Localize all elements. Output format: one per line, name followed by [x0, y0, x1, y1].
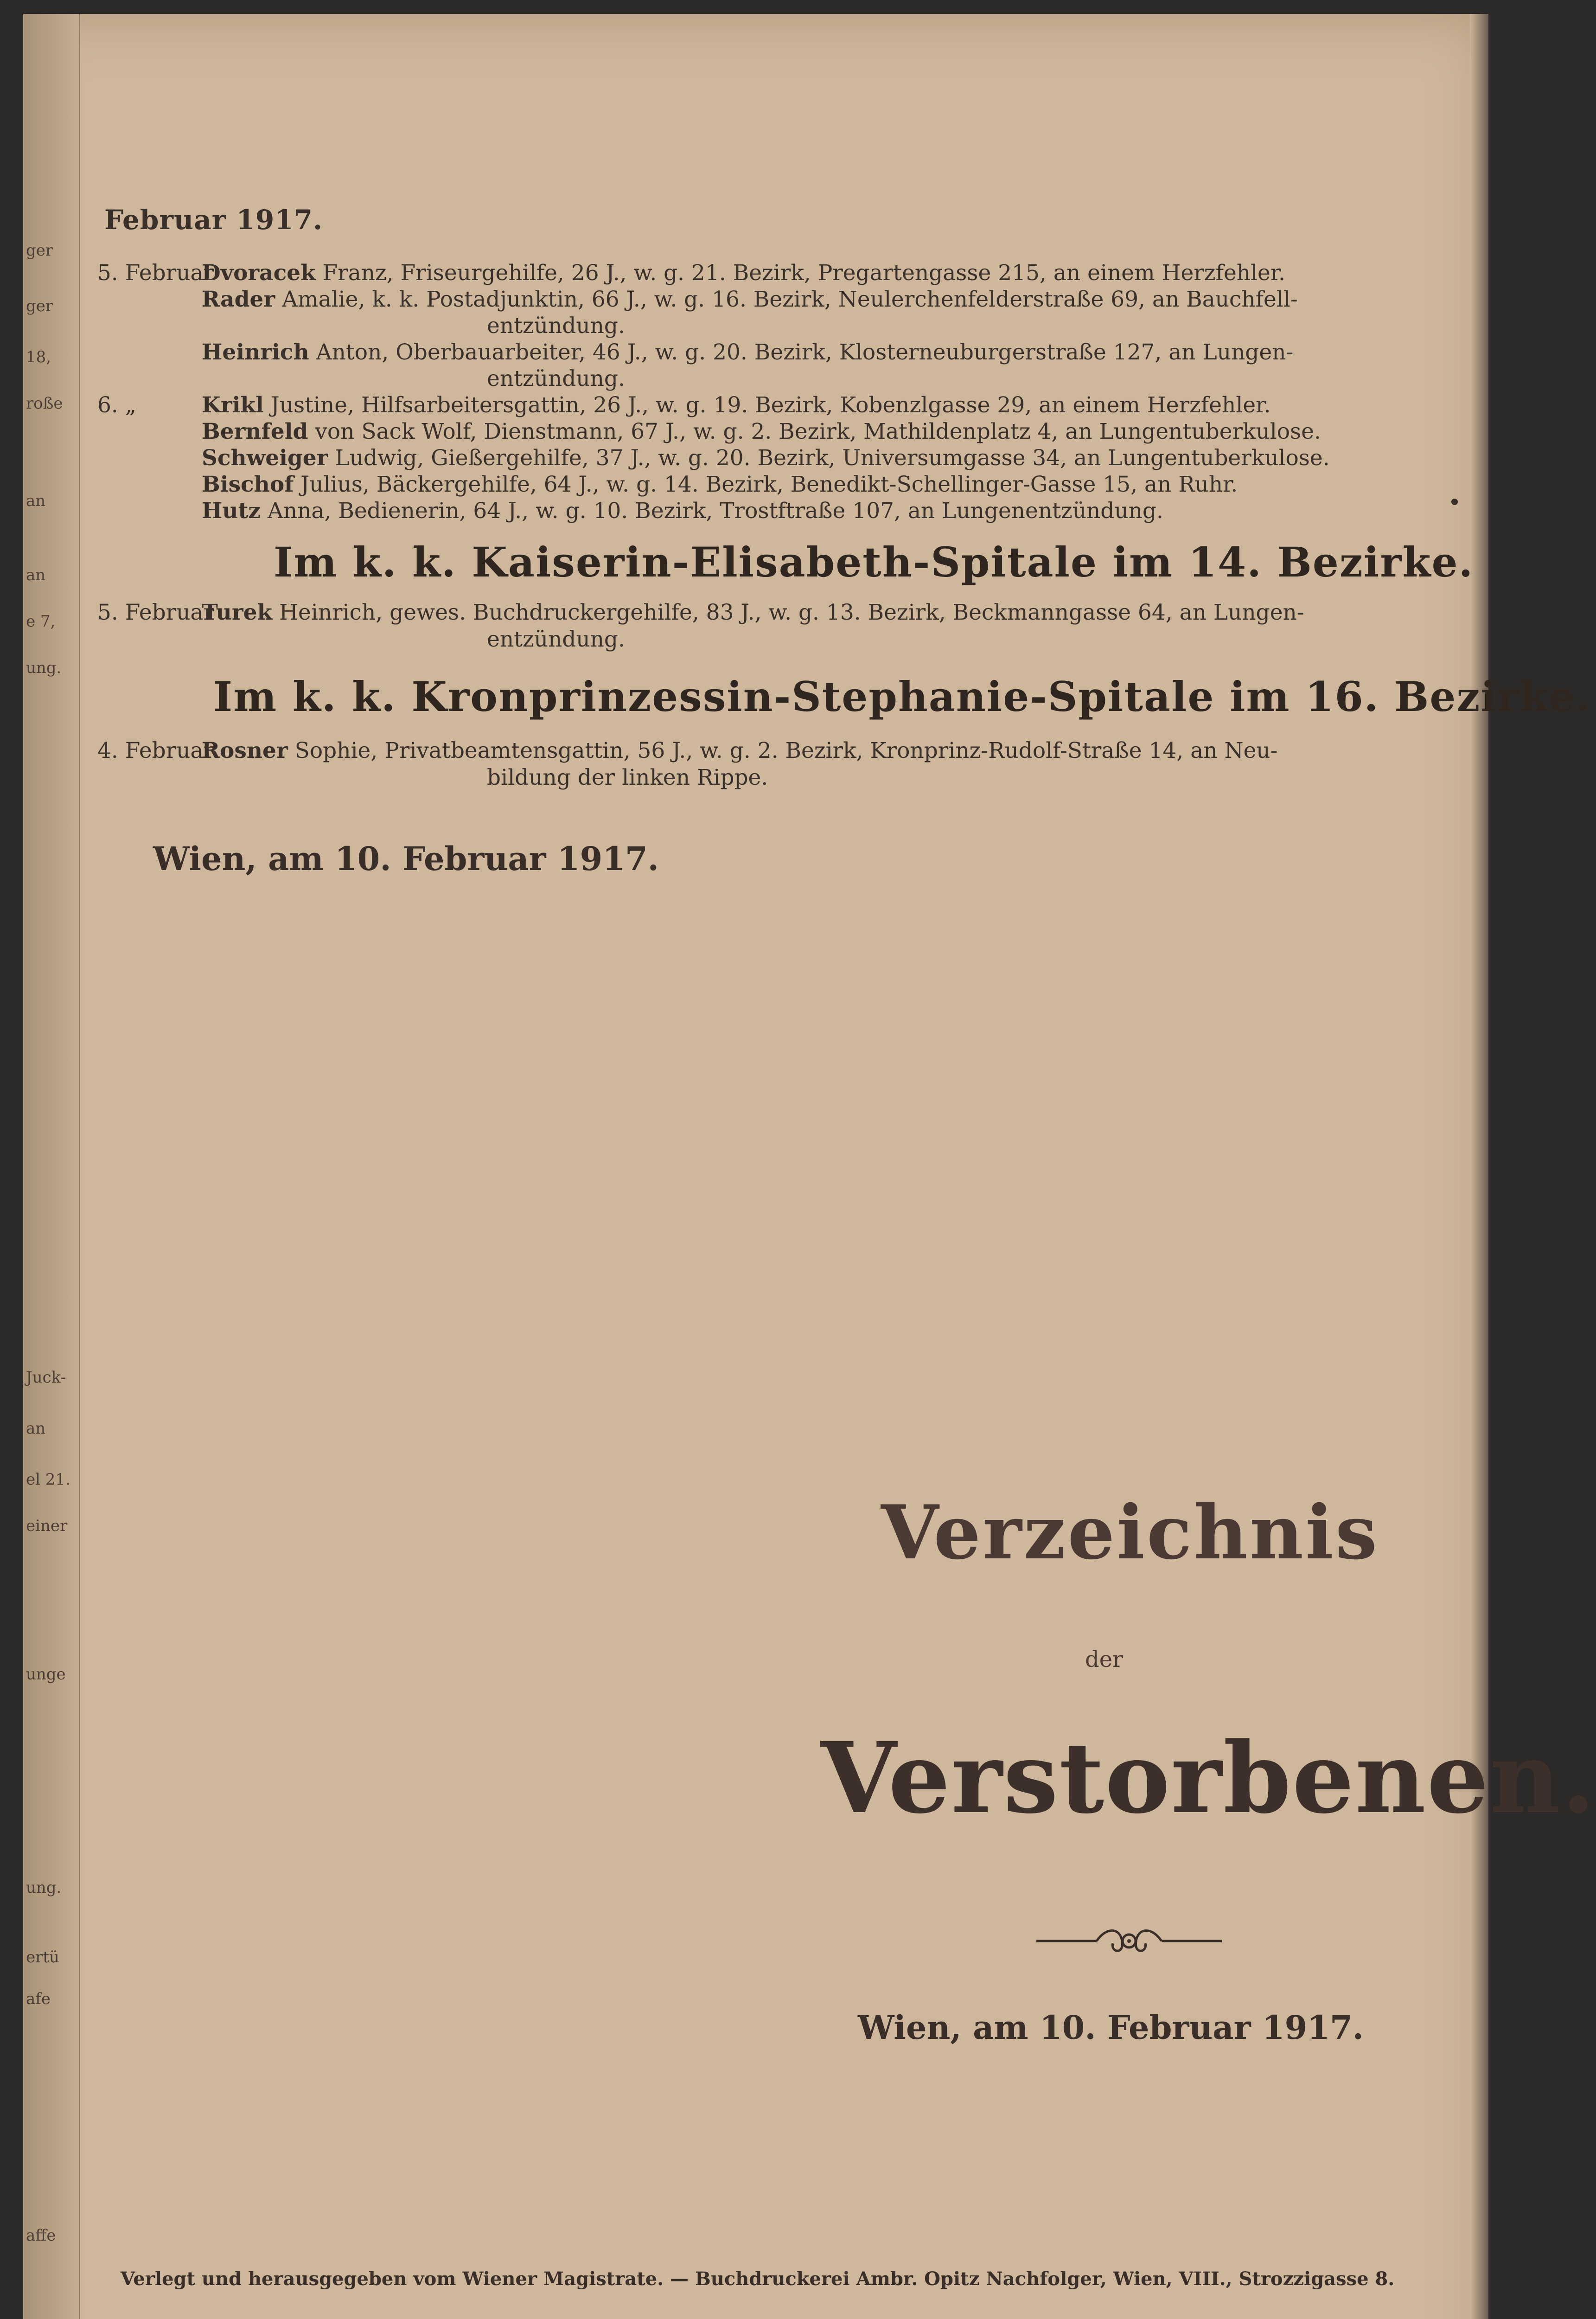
- adjacent-page-fragment: e 7,: [26, 612, 56, 631]
- entry-details: Anna, Bedienerin, 64 J., w. g. 10. Bezirk, Trostftraße 107, an Lungenentzündung.: [267, 498, 1163, 524]
- entry-surname: Schweiger: [202, 445, 328, 471]
- adjacent-page-fragment: ger: [26, 297, 53, 315]
- adjacent-page-fragment: unge: [26, 1665, 66, 1684]
- adjacent-page-fragment: ger: [26, 241, 53, 260]
- section-title-stephanie: Im k. k. Kronprinzessin-Stephanie-Spitale im 16. Bezirke.: [213, 673, 1591, 721]
- signature-date-2: Wien, am 10. Februar 1917.: [858, 2008, 1364, 2047]
- adjacent-page-fragment: an: [26, 1419, 46, 1438]
- entry-surname: Turek: [202, 600, 273, 625]
- entry-details: Ludwig, Gießergehilfe, 37 J., w. g. 20. Bezirk, Universumgasse 34, an Lungentuberkulose.: [335, 445, 1330, 471]
- month-header: Februar 1917.: [104, 204, 323, 236]
- entry-details: von Sack Wolf, Dienstmann, 67 J., w. g. 2. Bezirk, Mathildenplatz 4, an Lungentuberkulose.: [315, 419, 1321, 444]
- death-entry: [97, 737, 1278, 764]
- title-verzeichnis: Verzeichnis: [881, 1489, 1379, 1576]
- section-title-elisabeth: Im k. k. Kaiserin-Elisabeth-Spitale im 14. Bezirke.: [274, 538, 1474, 586]
- adjacent-page-fragment: el 21.: [26, 1470, 70, 1489]
- entry-surname: Bernfeld: [202, 419, 308, 444]
- adjacent-page-edge: [23, 14, 80, 2319]
- publisher-footer: Verlegt und herausgegeben vom Wiener Magistrate. — Buchdruckerei Ambr. Opitz Nachfolger, Wien, VIII., Strozzigasse 8.: [121, 2268, 1395, 2290]
- entry-continuation: bildung der linken Rippe.: [487, 765, 768, 790]
- death-entry: [97, 286, 1298, 313]
- entry-surname: Krikl: [202, 392, 264, 418]
- death-entry: [97, 498, 1163, 525]
- document-page: [23, 14, 1596, 2319]
- entry-details: Anton, Oberbauarbeiter, 46 J., w. g. 20. Bezirk, Klosterneuburgerstraße 127, an Lungen-: [316, 340, 1294, 365]
- death-entry: [97, 471, 1238, 498]
- adjacent-page-fragment: 18,: [26, 348, 51, 366]
- entry-surname: Hutz: [202, 498, 261, 524]
- entry-details: Justine, Hilfsarbeitersgattin, 26 J., w. g. 19. Bezirk, Kobenzlgasse 29, an einem Herzfehler.: [270, 392, 1271, 418]
- adjacent-page-fragment: ung.: [26, 659, 62, 677]
- entry-surname: Bischof: [202, 472, 294, 497]
- death-entry: [97, 599, 1304, 626]
- adjacent-page-fragment: ertü: [26, 1948, 59, 1967]
- entry-date: 4. Februar: [97, 738, 214, 763]
- entry-date: 5. Februar: [97, 260, 214, 286]
- death-entry: [97, 445, 1330, 472]
- death-entry: [97, 339, 1293, 366]
- entry-surname: Dvoracek: [202, 260, 316, 286]
- adjacent-page-fragment: an: [26, 492, 46, 510]
- page-gutter: [1470, 14, 1488, 2319]
- ornament-divider-icon: [1032, 1925, 1226, 1957]
- adjacent-page-fragment: an: [26, 566, 46, 584]
- death-entry: [97, 392, 1270, 419]
- margin-dot: [1451, 499, 1458, 505]
- death-entry: [97, 260, 1285, 287]
- entry-details: Heinrich, gewes. Buchdruckergehilfe, 83 J., w. g. 13. Bezirk, Beckmanngasse 64, an Lungen-: [279, 600, 1304, 625]
- entry-date: 5. Februar: [97, 600, 214, 625]
- entry-continuation: entzündung.: [487, 313, 625, 339]
- title-verstorbenen: Verstorbenen.: [821, 1721, 1596, 1835]
- entry-continuation: entzündung.: [487, 366, 625, 391]
- entry-details: Sophie, Privatbeamtensgattin, 56 J., w. g. 2. Bezirk, Kronprinz-Rudolf-Straße 14, an Neu-: [294, 738, 1278, 763]
- adjacent-page-fragment: Juck-: [26, 1368, 66, 1387]
- entry-date: 6. „: [97, 392, 137, 418]
- adjacent-page-fragment: affe: [26, 2226, 56, 2245]
- adjacent-page-fragment: einer: [26, 1517, 68, 1535]
- death-entry: [97, 418, 1321, 445]
- adjacent-page-fragment: roße: [26, 394, 63, 413]
- entry-surname: Rader: [202, 287, 275, 312]
- adjacent-page-fragment: afe: [26, 1990, 51, 2008]
- entry-details: Amalie, k. k. Postadjunktin, 66 J., w. g. 16. Bezirk, Neulerchenfelderstraße 69, an Bauchfell-: [282, 287, 1298, 312]
- entry-details: Franz, Friseurgehilfe, 26 J., w. g. 21. Bezirk, Pregartengasse 215, an einem Herzfehler.: [322, 260, 1286, 286]
- entry-surname: Rosner: [202, 738, 288, 763]
- title-der: der: [1085, 1646, 1124, 1672]
- adjacent-page-fragment: ung.: [26, 1878, 62, 1897]
- entry-details: Julius, Bäckergehilfe, 64 J., w. g. 14. Bezirk, Benedikt-Schellinger-Gasse 15, an Ruhr.: [300, 472, 1238, 497]
- entry-surname: Heinrich: [202, 340, 309, 365]
- entry-continuation: entzündung.: [487, 627, 625, 652]
- signature-date-1: Wien, am 10. Februar 1917.: [153, 839, 659, 878]
